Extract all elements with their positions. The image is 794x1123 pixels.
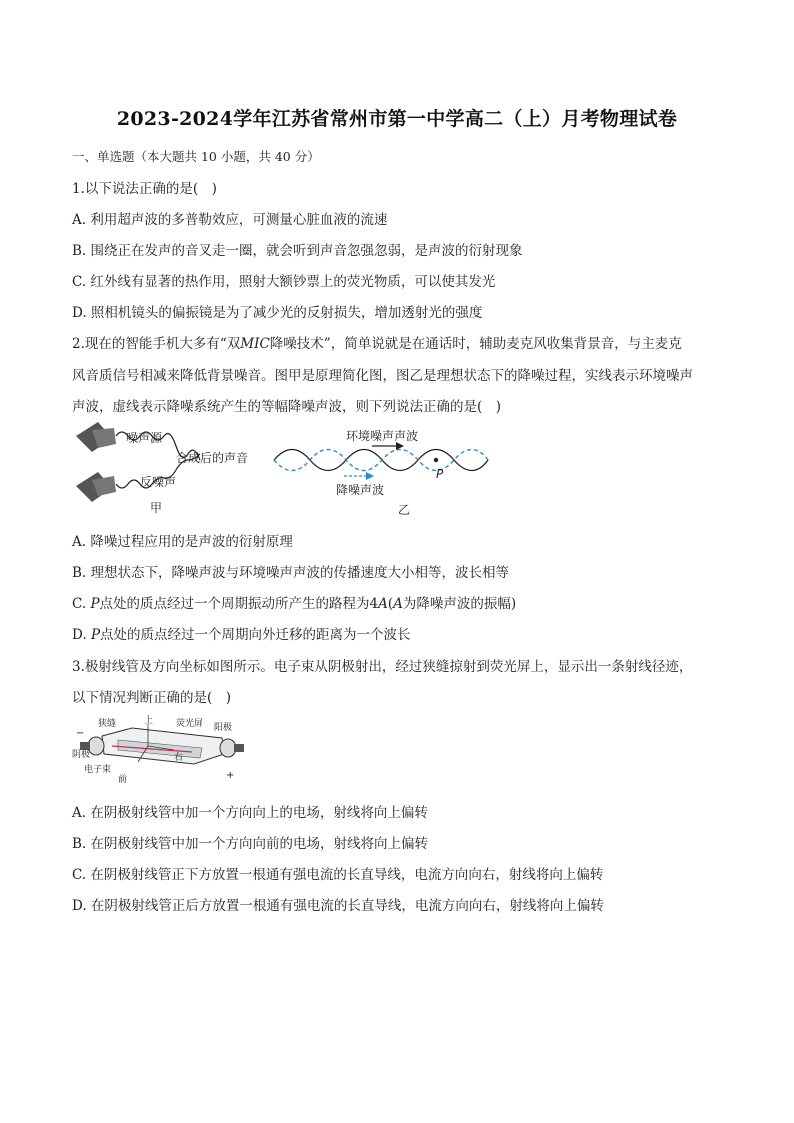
q1-option-c: C. 红外线有显著的热作用，照射大额钞票上的荧光物质，可以使其发光 xyxy=(72,274,496,290)
q3-stem-line2: 以下情况判断正确的是( ) xyxy=(72,690,232,706)
q2-stem-mic: MIC xyxy=(240,336,270,352)
q2-optc-paren: ( xyxy=(387,596,394,612)
q2-optc-post: 为降噪声波的振幅) xyxy=(402,596,517,612)
crt-cathode-label: 阴极 xyxy=(72,750,91,760)
q2-optd-post: 点处的质点经过一个周期向外迁移的距离为一个波长 xyxy=(100,627,411,643)
q1-option-a: A. 利用超声波的多普勒效应，可测量心脏血液的流速 xyxy=(72,212,388,228)
q2-optd-prefix: D. xyxy=(72,627,91,643)
fig-yi-label: 乙 xyxy=(398,503,411,517)
q3-option-b: B. 在阴极射线管中加一个方向向前的电场，射线将向上偏转 xyxy=(72,836,429,852)
fig-point-p-label: P xyxy=(436,467,444,481)
q2-option-d xyxy=(72,623,411,643)
q2-optc-mid: 点处的质点经过一个周期振动所产生的路程为4 xyxy=(99,596,379,612)
q3-option-d: D. 在阴极射线管正后方放置一根通有强电流的长直导线，电流方向向右，射线将向上偏转 xyxy=(72,898,604,914)
crt-screen-label: 荧光屏 xyxy=(176,719,204,729)
crt-beam-label: 电子束 xyxy=(84,765,112,775)
q2-stem-line3: 声波，虚线表示降噪系统产生的等幅降噪声波，则下列说法正确的是( ) xyxy=(72,399,502,415)
anode-end xyxy=(220,739,236,757)
fig-noise-source-label: 噪声源 xyxy=(126,431,163,445)
q2-stem-line2: 风音质信号相减来降低背景噪音。图甲是原理简化图，图乙是理想状态下的降噪过程，实线表示环境噪声 xyxy=(72,368,693,384)
q2-optc-prefix: C. xyxy=(72,596,91,612)
q2-option-a: A. 降噪过程应用的是声波的衍射原理 xyxy=(72,534,293,550)
crt-minus-sign: − xyxy=(76,728,85,739)
q2-stem-part2: 降噪技术”，简单说就是在通话时，辅助麦克风收集背景音，与主麦克 xyxy=(269,336,682,352)
q2-figure xyxy=(72,418,502,518)
crt-plus-sign: + xyxy=(226,770,235,781)
crt-up-label: 上 xyxy=(144,716,154,726)
q2-optc-p: P xyxy=(90,596,100,612)
crt-slit-label: 狭缝 xyxy=(98,719,117,729)
q2-option-b: B. 理想状态下，降噪声波与环境噪声声波的传播速度大小相等，波长相等 xyxy=(72,565,510,581)
q1-option-b: B. 围绕正在发声的音叉走一圈，就会听到声音忽强忽弱，是声波的衍射现象 xyxy=(72,243,523,259)
crt-right-label: 右 xyxy=(174,753,184,763)
point-p-marker xyxy=(434,458,438,462)
speaker-bottom-icon xyxy=(76,472,116,502)
page-title: 2023-2024学年江苏省常州市第一中学高二（上）月考物理试卷 xyxy=(116,108,678,130)
q2-optc-a2: A xyxy=(393,596,403,612)
cathode-end xyxy=(88,737,104,755)
env-wave-arrowhead-icon xyxy=(396,442,404,450)
environment-noise-wave xyxy=(274,450,488,471)
q3-cathode-ray-tube-figure xyxy=(72,714,252,786)
anti-wave-arrowhead-icon xyxy=(366,472,374,480)
section-heading: 一、单选题（本大题共 10 小题，共 40 分） xyxy=(72,149,320,164)
q3-option-a: A. 在阴极射线管中加一个方向向上的电场，射线将向上偏转 xyxy=(72,805,428,821)
fig-jia-label: 甲 xyxy=(150,501,163,515)
anode-connector xyxy=(234,744,244,752)
anti-noise-wave xyxy=(274,450,488,471)
fig-anti-noise-label: 反噪声 xyxy=(140,475,177,489)
q1-stem: 1.以下说法正确的是( ) xyxy=(72,181,217,197)
fig-combined-label: 合成后的声音 xyxy=(176,451,249,465)
q2-stem-line1 xyxy=(72,332,682,352)
q2-option-c xyxy=(72,592,516,612)
q2-optc-a: A xyxy=(378,596,388,612)
q3-option-c: C. 在阴极射线管正下方放置一根通有强电流的长直导线，电流方向向右，射线将向上偏转 xyxy=(72,867,604,883)
crt-anode-label: 阳极 xyxy=(214,723,233,733)
fig-env-wave-label: 环境噪声声波 xyxy=(346,429,419,443)
q3-stem-line1: 3.极射线管及方向坐标如图所示。电子束从阴极射出，经过狭缝掠射到荧光屏上，显示出一条射线径迹， xyxy=(72,659,693,675)
fig-anti-wave-label: 降噪声波 xyxy=(336,483,385,497)
crt-front-label: 前 xyxy=(118,775,128,785)
q2-optd-p: P xyxy=(90,627,101,643)
cathode-connector xyxy=(80,742,90,750)
q1-option-d: D. 照相机镜头的偏振镜是为了减少光的反射损失，增加透射光的强度 xyxy=(72,305,483,321)
q2-stem-part1: 2.现在的智能手机大多有“双 xyxy=(72,336,241,352)
speaker-top-icon xyxy=(76,422,116,452)
